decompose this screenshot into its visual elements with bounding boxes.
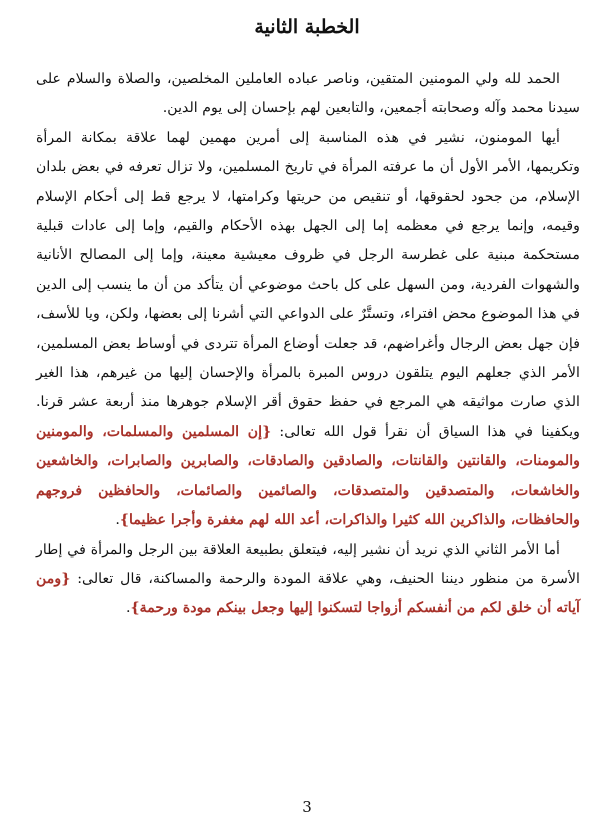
first-matter-end: . — [115, 512, 120, 529]
second-matter-paragraph — [36, 536, 580, 624]
second-matter-end: . — [125, 600, 131, 617]
page-number: 3 — [302, 798, 312, 816]
second-matter-text: أما الأمر الثاني الذي نريد أن نشير إليه، فيتعلق بطبيعة العلاقة بين الرجل والمرأة في إطار الأسرة من منظور ديننا الحنيف، وهي علاقة المودة والرحمة والمساكنة، قال تعالى: — [36, 541, 580, 587]
quran-verse-rum: {ومن آياته أن خلق لكم من أنفسكم أزواجا لتسكنوا إليها وجعل بينكم مودة ورحمة} — [36, 570, 580, 617]
opening-praise-paragraph: الحمد لله ولي المومنين المتقين، وناصر عباده العاملين المخلصين، والصلاة والسلام على سيدنا محمد وآله وصحابته أجمعين، والتابعين لهم بإحسان إلى يوم الدين. — [36, 71, 580, 117]
sermon-title: الخطبة الثانية — [254, 16, 360, 38]
sermon-body — [36, 65, 580, 624]
first-matter-paragraph — [36, 124, 580, 536]
quran-verse-ahzab: {إن المسلمين والمسلمات، والمومنين والمومنات، والقانتين والقانتات، والصادقين والصادقات، والصابرين والصابرات، والخاشعين والخاشعات، والمتصدقين والمتصدقات، والصائمين والصائمات، والحافظين فروجهم والحافظات، والذاكرين الله كثيرا والذاكرات، أعد الله لهم مغفرة وأجرا عظيما} — [36, 423, 580, 529]
first-matter-text: أيها المومنون، نشير في هذه المناسبة إلى أمرين مهمين لهما علاقة بمكانة المرأة وتكريمها، الأمر الأول أن ما عرفته المرأة في تاريخ المسلمين، ولا تزال تعرفه في بعض بلدان الإسلام، من جحود لحقوقها، أو تنقيص من حريتها وكرامتها، لا يرجع قط إلى أحكام الإسلام وقيمه، وإنما يرجع في معظمه إما إلى الجهل بهذه الأحكام والقيم، وإما إلى عادات قبلية مستحكمة مبنية على غطرسة الرجل في ظروف معيشية معينة، وإما إلى المصالح الأنانية والشهوات الفردية، ومن السهل على كل باحث موضوعي أن يتأكد من أن ما ينسب إلى الدين في هذا الموضوع محض افتراء، وتستَّرٌ على الدواعي التي أشرنا إلى بعضها، ولكن، ويا للأسف، فإن جهل بعض الرجال وأغراضهم، قد جعلت أوضاع المرأة تتردى في أوساط بعض المسلمين، الأمر الذي جعلهم اليوم يتلقون دروس المبرة بالمرأة والإحسان إليها من غيرهم، هذا الغير الذي صارت مواثيقه هي المرجع في حفظ حقوق أقر الإسلام جوهرها منذ أربعة عشر قرنا. ويكفينا في هذا السياق أن نقرأ قول الله تعالى: — [36, 129, 580, 440]
